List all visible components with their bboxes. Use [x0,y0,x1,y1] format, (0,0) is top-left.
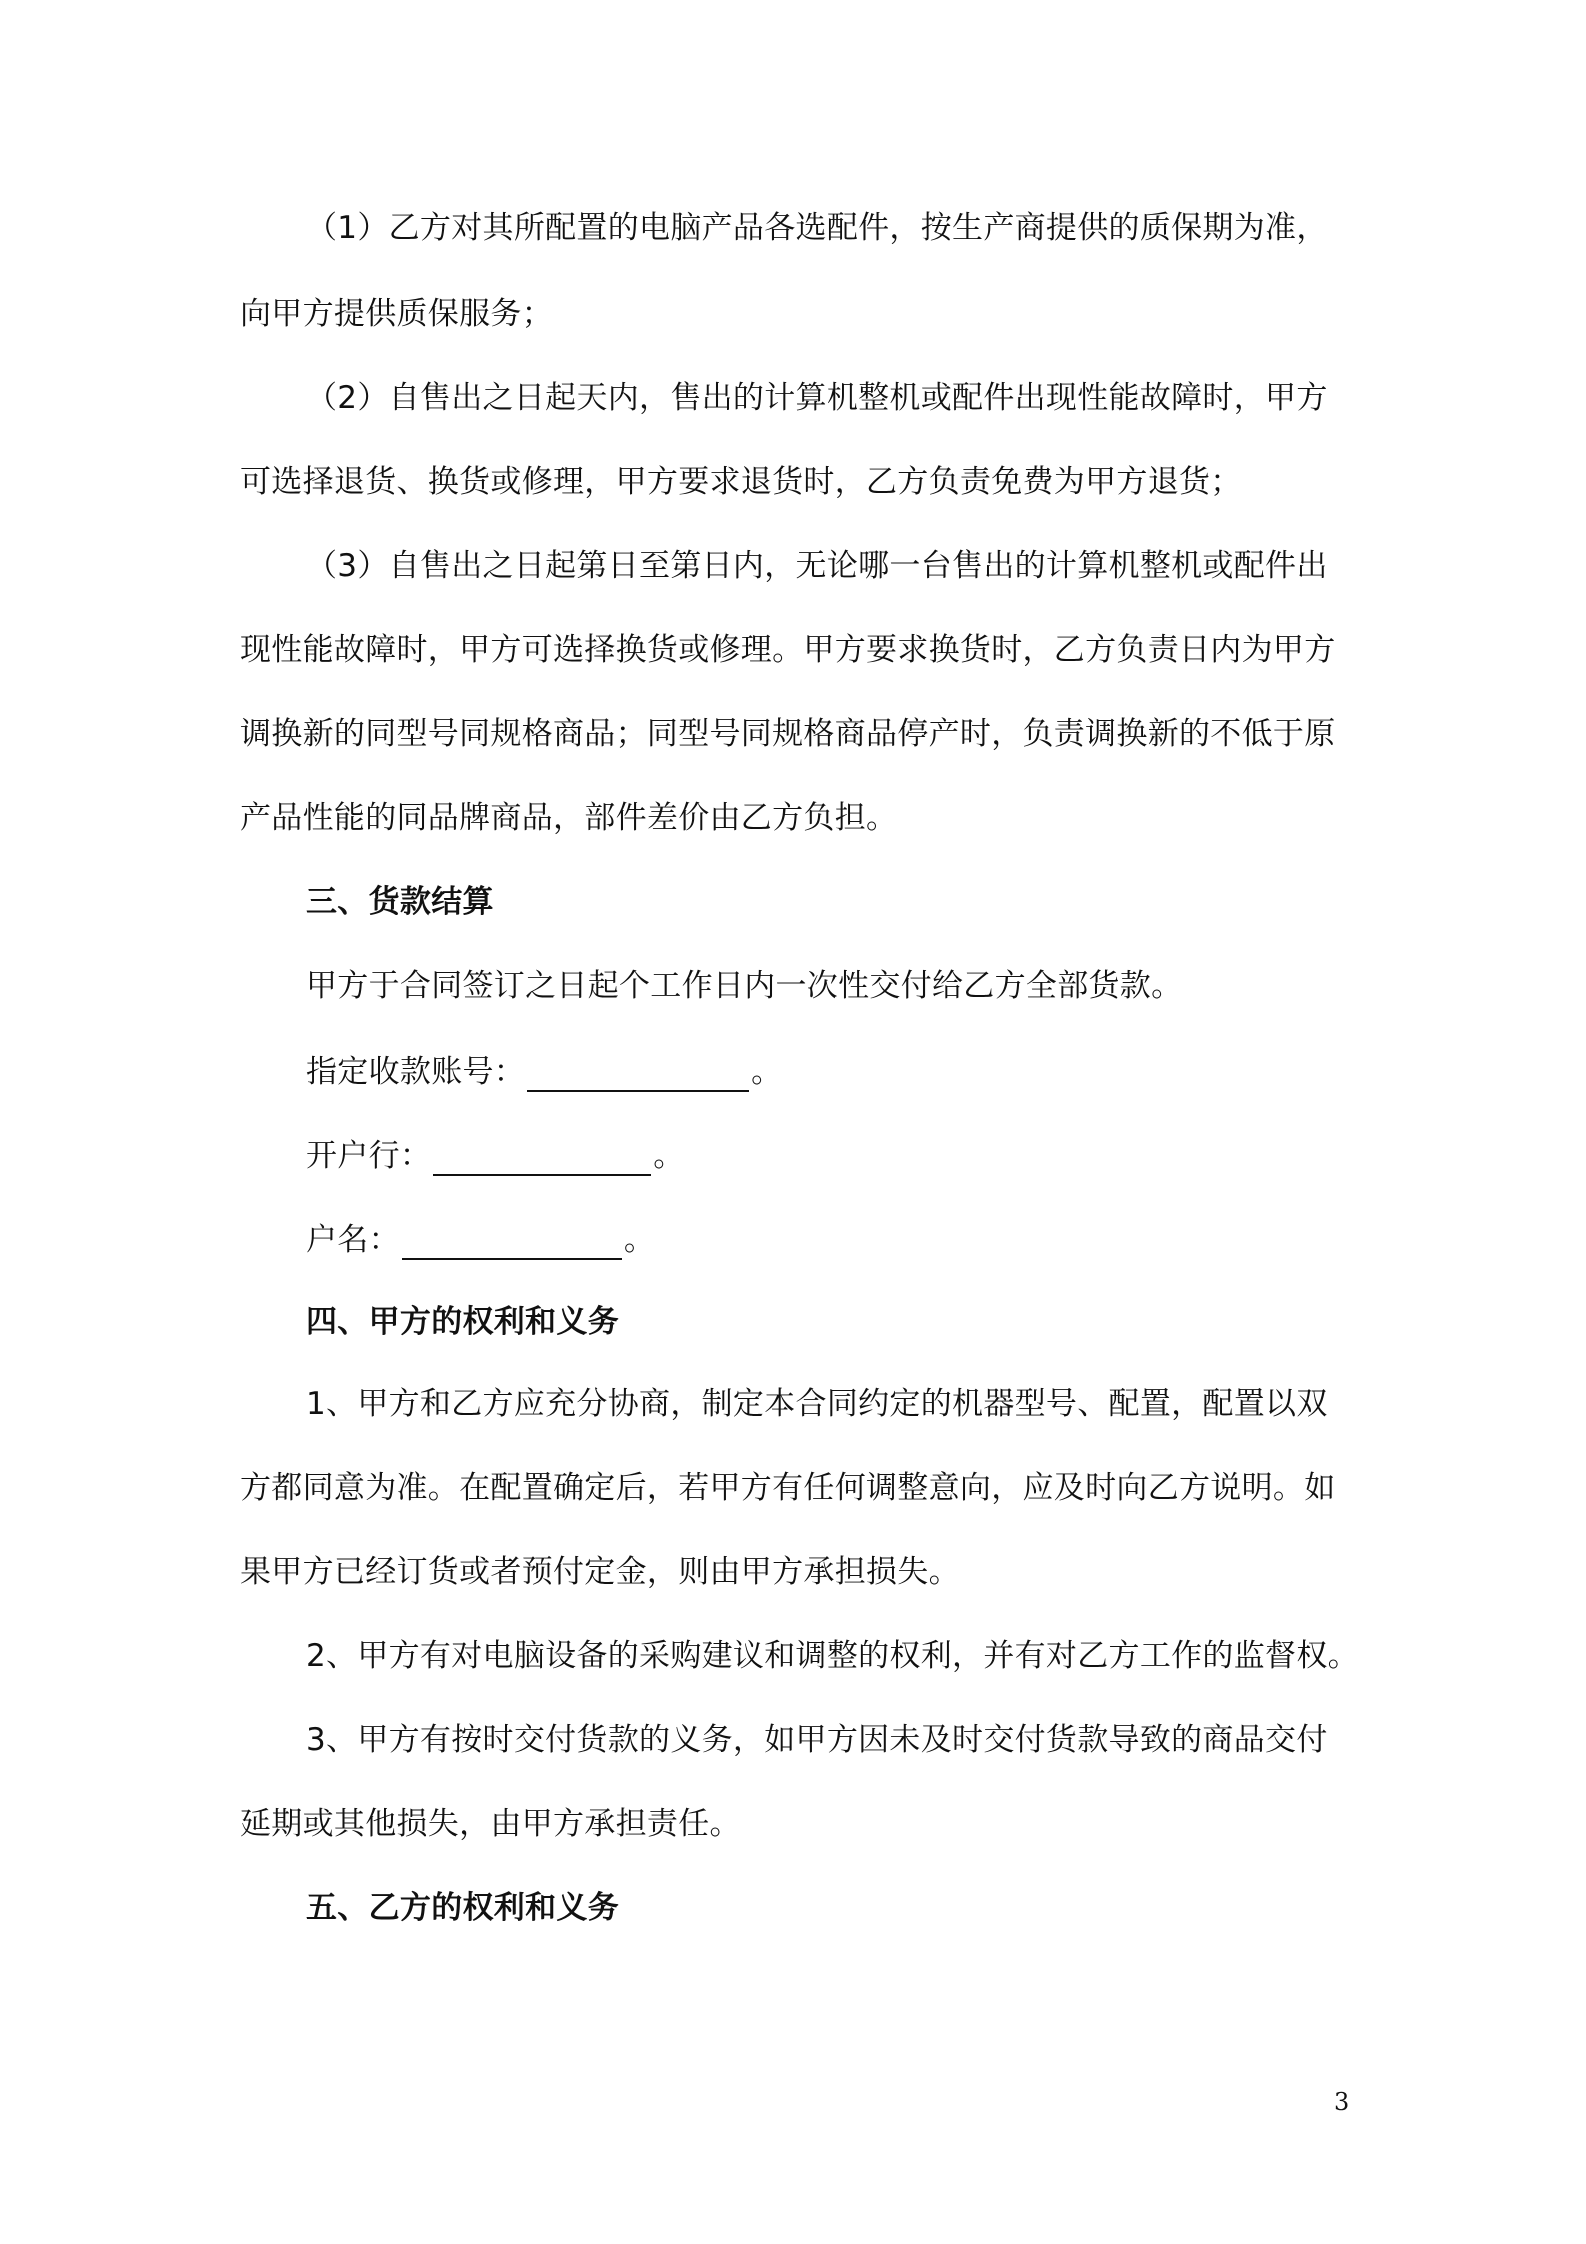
section-5-heading: 五、乙方的权利和义务 [306,1890,619,1926]
section-3-heading: 三、货款结算 [306,884,494,920]
account-number-blank[interactable] [527,1056,749,1092]
account-number-period: 。 [751,1054,783,1090]
section-4-item-1-line-3: 果甲方已经订货或者预付定金，则由甲方承担损失。 [240,1554,960,1590]
clause-item-1-line-2: 向甲方提供质保服务； [240,296,553,332]
section-4-heading: 四、甲方的权利和义务 [306,1304,619,1340]
section-4-item-3-line-1: 3、甲方有按时交付货款的义务，如甲方因未及时交付货款导致的商品交付 [306,1722,1328,1758]
section-4-item-1-line-1: 1、甲方和乙方应充分协商，制定本合同约定的机器型号、配置，配置以双 [306,1386,1328,1422]
account-number-row [306,1052,782,1092]
section-4-item-3-line-2: 延期或其他损失，由甲方承担责任。 [240,1806,741,1842]
account-name-blank[interactable] [402,1224,622,1260]
clause-item-3-line-4: 产品性能的同品牌商品，部件差价由乙方负担。 [240,800,898,836]
account-number-label: 指定收款账号： [306,1054,526,1090]
section-4-item-2: 2、甲方有对电脑设备的采购建议和调整的权利，并有对乙方工作的监督权。 [306,1638,1359,1674]
clause-item-3-line-2: 现性能故障时，甲方可选择换货或修理。甲方要求换货时，乙方负责日内为甲方 [240,632,1336,668]
bank-row [306,1136,685,1176]
section-4-item-1-line-2: 方都同意为准。在配置确定后，若甲方有任何调整意向，应及时向乙方说明。如 [240,1470,1336,1506]
clause-item-2-line-1: （2）自售出之日起天内，售出的计算机整机或配件出现性能故障时，甲方 [306,380,1328,416]
clause-item-3-line-1: （3）自售出之日起第日至第日内，无论哪一台售出的计算机整机或配件出 [306,548,1328,584]
clause-item-2-line-2: 可选择退货、换货或修理，甲方要求退货时，乙方负责免费为甲方退货； [240,464,1242,500]
bank-period: 。 [653,1138,685,1174]
account-name-period: 。 [623,1222,656,1258]
page-number: 3 [1334,2088,1350,2116]
payment-terms: 甲方于合同签订之日起个工作日内一次性交付给乙方全部货款。 [306,968,1183,1004]
bank-blank[interactable] [433,1140,651,1176]
clause-item-1-line-1: （1）乙方对其所配置的电脑产品各选配件，按生产商提供的质保期为准， [306,210,1328,246]
clause-item-3-line-3: 调换新的同型号同规格商品；同型号同规格商品停产时，负责调换新的不低于原 [240,716,1336,752]
account-name-label: 户名： [306,1222,400,1258]
bank-label: 开户行： [306,1138,432,1174]
account-name-row [306,1220,655,1260]
